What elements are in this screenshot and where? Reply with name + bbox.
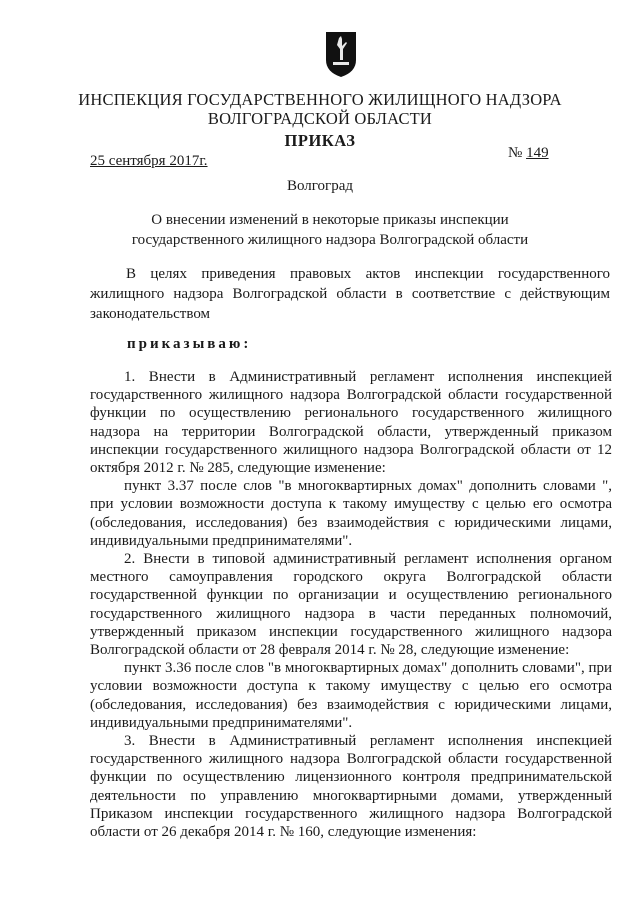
paragraph-2: 2. Внести в типовой административный регламент исполнения органом местного самоуправления городского округа Волгоградской области государственной функции по организации и осуществлению регионального государственного жилищного надзора в части переданных полномочий, утвержденный приказом инспекции государственного жилищного надзора Волгоградской области от 28 февраля 2014 г. № 28, следующие изменение: [90, 551, 612, 659]
org-name-line1: ИНСПЕКЦИЯ ГОСУДАРСТВЕННОГО ЖИЛИЩНОГО НАДЗОРА [78, 90, 562, 109]
doc-date: 25 сентября 2017г. [90, 153, 208, 169]
doc-number [508, 145, 549, 162]
number-value: 149 [526, 145, 549, 161]
doc-city: Волгоград [286, 178, 353, 194]
doc-preamble: В целях приведения правовых актов инспекции государственного жилищного надзора Волгоградской области в соответствие с действующим законодательством [90, 266, 610, 322]
paragraph-1-amendment: пункт 3.37 после слов "в многоквартирных домах" дополнить словами ", при условии возможности доступа к такому имуществу с целью его осмотра (обследования, исследования) без взаимодействия с юридическими лицами, индивидуальными предпринимателями". [90, 478, 612, 549]
order-word: приказываю: [127, 336, 252, 352]
org-name-line2: ВОЛГОГРАДСКОЙ ОБЛАСТИ [207, 109, 433, 128]
doc-type-title: ПРИКАЗ [284, 131, 356, 150]
paragraph-1: 1. Внести в Административный регламент исполнения инспекцией государственного жилищного надзора Волгоградской области государственной функции по осуществлению регионального государственного жилищного надзора на территории Волгоградской области, утвержденный приказом инспекции государственного жилищного надзора Волгоградской области от 12 октября 2012 г. № 285, следующие изменение: [90, 369, 612, 477]
paragraph-2-amendment: пункт 3.36 после слов "в многоквартирных домах" дополнить словами", при условии возможности доступа к такому имуществу с целью его осмотра (обследования, исследования) без взаимодействия с юридическими лицами, индивидуальными предпринимателями". [90, 660, 612, 731]
doc-subject: О внесении изменений в некоторые приказы инспекции государственного жилищного надзора Волгоградской области [131, 212, 529, 248]
volgograd-coat-of-arms-icon [324, 30, 358, 78]
paragraph-3: 3. Внести в Административный регламент исполнения инспекцией государственного жилищного надзора Волгоградской области государственной функции по осуществлению лицензионного контроля предпринимательской деятельности по управлению многоквартирными домами, утвержденный Приказом инспекции государственного жилищного надзора Волгоградской области от 26 декабря 2014 г. № 160, следующие изменения: [90, 733, 612, 841]
number-prefix: № [508, 145, 523, 161]
doc-body [90, 368, 612, 841]
